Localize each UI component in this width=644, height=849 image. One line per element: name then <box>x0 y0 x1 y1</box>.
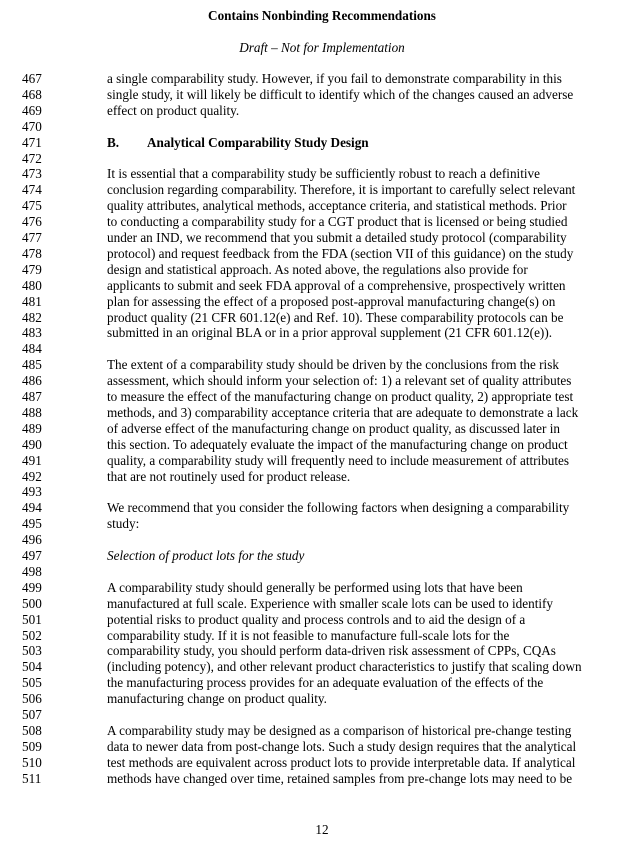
line-number: 490 <box>22 436 42 452</box>
line-number: 468 <box>22 86 42 102</box>
line-number: 503 <box>22 643 42 659</box>
body-text-line: quality attributes, analytical methods, acceptance criteria, and statistical methods. Prior <box>107 198 567 214</box>
body-text-line: the manufacturing process provides for an adequate evaluation of the effects of the <box>107 675 544 691</box>
line-number: 475 <box>22 198 42 214</box>
body-text-line: A comparability study should generally be performed using lots that have been <box>107 579 523 595</box>
line-number: 467 <box>22 71 42 86</box>
line-number: 508 <box>22 722 42 738</box>
page-number: 12 <box>315 822 329 837</box>
line-number: 471 <box>22 134 42 150</box>
body-text-line: of adverse effect of the manufacturing change on product quality, as discussed later in <box>107 420 560 436</box>
body-text-line: (including potency), and other relevant product characteristics to justify that scaling down <box>107 659 582 675</box>
body-text-line: conclusion regarding comparability. Therefore, it is important to carefully select relevant <box>107 182 576 198</box>
body-text-line: protocol) and request feedback from the FDA (section VII of this guidance) on the study <box>107 245 574 261</box>
subsection-title: Selection of product lots for the study <box>107 548 305 563</box>
line-number: 472 <box>22 150 42 166</box>
line-number: 480 <box>22 277 42 293</box>
line-number: 497 <box>22 548 42 563</box>
body-text-line: It is essential that a comparability study be sufficiently robust to reach a definitive <box>107 166 540 182</box>
body-text-line: to measure the effect of the manufacturing change on product quality, 2) appropriate test <box>107 389 574 404</box>
line-number: 483 <box>22 325 42 341</box>
line-number: 492 <box>22 468 42 484</box>
line-number: 491 <box>22 452 42 468</box>
line-number: 505 <box>22 675 42 691</box>
body-text-line: The extent of a comparability study should be driven by the conclusions from the risk <box>107 357 559 373</box>
line-number: 477 <box>22 230 42 245</box>
line-number: 509 <box>22 738 42 754</box>
document-header: Contains Nonbinding Recommendations <box>208 8 436 23</box>
body-text-line: potential risks to product quality and process controls and to aid the design of a <box>107 611 526 627</box>
line-number: 502 <box>22 627 42 643</box>
line-number: 469 <box>22 102 42 118</box>
line-number: 486 <box>22 373 42 389</box>
draft-notice: Draft – Not for Implementation <box>239 40 405 55</box>
line-number: 474 <box>22 182 42 198</box>
section-heading <box>107 135 369 151</box>
line-number: 488 <box>22 404 42 420</box>
body-text-line: under an IND, we recommend that you submit a detailed study protocol (comparability <box>107 230 567 245</box>
body-text-line: study: <box>107 516 140 532</box>
line-number: 473 <box>22 166 42 182</box>
line-number: 507 <box>22 707 42 722</box>
line-number: 487 <box>22 389 42 404</box>
body-text-line: A comparability study may be designed as a comparison of historical pre-change testing <box>107 722 572 738</box>
section-title: Analytical Comparability Study Design <box>147 134 369 150</box>
line-number: 476 <box>22 214 42 230</box>
body-text-line: methods have changed over time, retained samples from pre-change lots may need to be <box>107 770 573 786</box>
body-text-line: quality, a comparability study will frequently need to include measurement of attributes <box>107 452 570 468</box>
body-text-line: that are not routinely used for product release. <box>107 468 351 484</box>
line-number: 499 <box>22 579 42 595</box>
body-text-line: to conducting a comparability study for a CGT product that is licensed or being studied <box>107 214 568 230</box>
line-number: 481 <box>22 293 42 309</box>
body-text-line: manufactured at full scale. Experience with smaller scale lots can be used to identify <box>107 595 554 611</box>
line-number: 484 <box>22 341 42 357</box>
line-number: 498 <box>22 563 42 579</box>
body-text-line: data to newer data from post-change lots. Such a study design requires that the analytical <box>107 738 577 754</box>
line-number: 510 <box>22 754 42 770</box>
line-number: 504 <box>22 659 42 675</box>
body-text-line: comparability study, you should perform data-driven risk assessment of CPPs, CQAs <box>107 643 556 659</box>
body-text-line: design and statistical approach. As noted above, the regulations also provide for <box>107 261 528 277</box>
line-number: 496 <box>22 532 42 548</box>
line-number: 494 <box>22 500 42 516</box>
body-text-line: effect on product quality. <box>107 102 240 118</box>
line-number: 495 <box>22 516 42 532</box>
line-number: 506 <box>22 691 42 707</box>
line-number: 493 <box>22 484 42 500</box>
body-text-line: submitted in an original BLA or in a prior approval supplement (21 CFR 601.12(e)). <box>107 325 553 341</box>
body-text-line: plan for assessing the effect of a proposed post-approval manufacturing change(s) on <box>107 293 556 309</box>
line-number: 479 <box>22 261 42 277</box>
line-number: 482 <box>22 309 42 325</box>
line-number: 470 <box>22 118 42 134</box>
body-text-line: applicants to submit and seek FDA approval of a comprehensive, prospectively written <box>107 277 566 293</box>
body-text-line: test methods are equivalent across product lots to provide interpretable data. If analytical <box>107 754 576 770</box>
section-letter: B. <box>107 134 120 150</box>
body-text-line: comparability study. If it is not feasible to manufacture full-scale lots for the <box>107 627 510 643</box>
body-text-line: methods, and 3) comparability acceptance criteria that are adequate to demonstrate a lack <box>107 404 579 420</box>
body-text-line: this section. To adequately evaluate the impact of the manufacturing change on product <box>107 436 568 452</box>
line-number: 500 <box>22 595 42 611</box>
line-number: 478 <box>22 245 42 261</box>
line-number: 489 <box>22 420 42 436</box>
line-number: 485 <box>22 357 42 373</box>
body-text-line: manufacturing change on product quality. <box>107 691 327 707</box>
line-number: 501 <box>22 611 42 627</box>
body-text-line: assessment, which should inform your selection of: 1) a relevant set of quality attributes <box>107 373 572 389</box>
body-text-line: We recommend that you consider the following factors when designing a comparability <box>107 500 570 516</box>
body-text-line: product quality (21 CFR 601.12(e) and Ref. 10). These comparability protocols can be <box>107 309 564 325</box>
line-number: 511 <box>22 770 42 786</box>
body-text-line: single study, it will likely be difficult to identify which of the changes caused an adverse <box>107 86 574 102</box>
body-text-line: a single comparability study. However, if you fail to demonstrate comparability in this <box>107 71 562 86</box>
